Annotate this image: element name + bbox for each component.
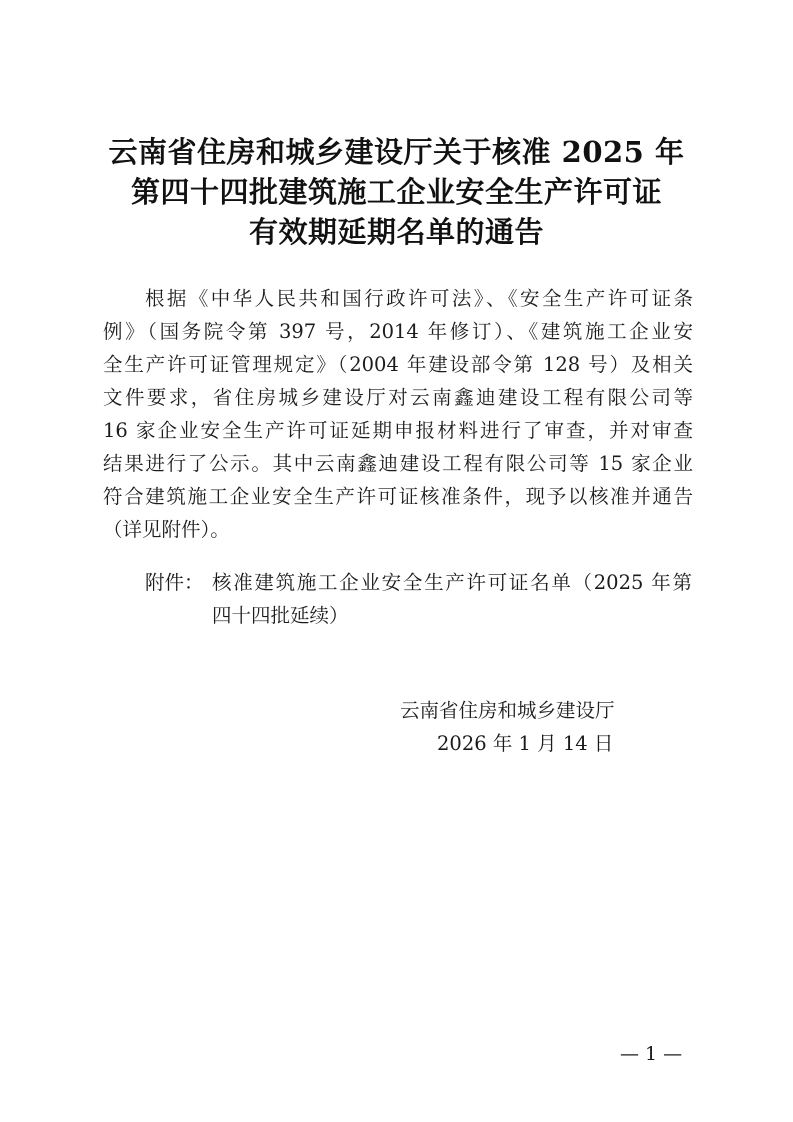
issuer-name: 云南省住房和城乡建设厅 [400, 699, 615, 722]
body-line: 例》（国务院令第 397 号，2014 年修订）、《建筑施工企业安 [103, 320, 693, 343]
issue-date: 2026 年 1 月 14 日 [437, 732, 614, 755]
body-line: 符合建筑施工企业安全生产许可证核准条件，现予以核准并通告 [103, 485, 693, 508]
attachment-label: 附件： [145, 571, 204, 594]
page-number: — 1 — [620, 1043, 683, 1065]
attachment-title-line-1: 核准建筑施工企业安全生产许可证名单（2025 年第 [212, 571, 692, 594]
attachment-title-line-2: 四十四批延续） [212, 604, 349, 627]
document-title-line-2: 第四十四批建筑施工企业安全生产许可证 [130, 175, 662, 209]
body-line: 文件要求，省住房城乡建设厅对云南鑫迪建设工程有限公司等 [103, 386, 693, 409]
body-line: 全生产许可证管理规定》（2004 年建设部令第 128 号）及相关 [103, 353, 693, 376]
body-line: 结果进行了公示。其中云南鑫迪建设工程有限公司等 15 家企业 [103, 452, 693, 475]
body-line: （详见附件）。 [103, 518, 230, 541]
body-line: 根据《中华人民共和国行政许可法》、《安全生产许可证条 [145, 287, 693, 310]
document-title-line-3: 有效期延期名单的通告 [248, 215, 544, 249]
body-line: 16 家企业安全生产许可证延期申报材料进行了审查，并对审查 [103, 419, 693, 442]
document-title-line-1: 云南省住房和城乡建设厅关于核准 2025 年 [108, 135, 685, 169]
